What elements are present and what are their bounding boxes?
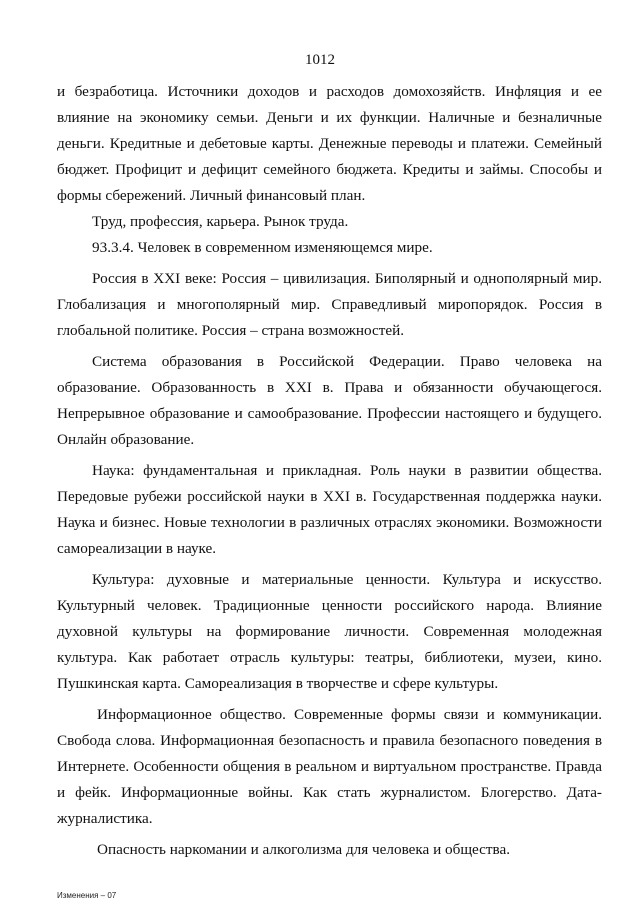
page-number: 1012: [305, 52, 335, 68]
paragraph-russia-21st-century: Россия в XXI веке: Россия – цивилизация. Биполярный и однополярный мир. Глобализация и многополярный мир. Справедливый миропорядок. Россия в глобальной политике. Россия – страна возможностей.: [57, 270, 602, 339]
footer-changes-note: Изменения – 07: [57, 891, 117, 900]
paragraph-information-society: Информационное общество. Современные формы связи и коммуникации. Свобода слова. Информационная безопасность и правила безопасного поведения в Интернете. Особенности общения в реальном и виртуальном пространстве. Правда и фейк. Информационные войны. Как стать журналистом. Блогерство. Дата-журналистика.: [57, 706, 602, 827]
section-heading-93-3-4: 93.3.4. Человек в современном изменяющемся мире.: [92, 239, 433, 256]
paragraph-labor: Труд, профессия, карьера. Рынок труда.: [92, 213, 349, 230]
paragraph-science: Наука: фундаментальная и прикладная. Роль науки в развитии общества. Передовые рубежи российской науки в XXI в. Государственная поддержка науки. Наука и бизнес. Новые технологии в различных отраслях экономики. Возможности самореализации в науке.: [57, 462, 602, 557]
document-body: [57, 79, 602, 863]
paragraph-education-system: Система образования в Российской Федерации. Право человека на образование. Образованность в XXI в. Права и обязанности обучающегося. Непрерывное образование и самообразование. Профессии настоящего и будущего. Онлайн образование.: [57, 353, 602, 448]
paragraph-drug-alcohol-danger: Опасность наркомании и алкоголизма для человека и общества.: [97, 841, 511, 858]
paragraph-culture: Культура: духовные и материальные ценности. Культура и искусство. Культурный человек. Традиционные ценности российского народа. Влияние духовной культуры на формирование личности. Современная молодежная культура. Как работает отрасль культуры: театры, библиотеки, музеи, кино. Пушкинская карта. Самореализация в творчестве и сфере культуры.: [57, 571, 602, 692]
paragraph-finance-continuation: и безработица. Источники доходов и расходов домохозяйств. Инфляция и ее влияние на экономику семьи. Деньги и их функции. Наличные и безналичные деньги. Кредитные и дебетовые карты. Денежные переводы и платежи. Семейный бюджет. Профицит и дефицит семейного бюджета. Кредиты и займы. Способы и формы сбережений. Личный финансовый план.: [57, 83, 602, 204]
